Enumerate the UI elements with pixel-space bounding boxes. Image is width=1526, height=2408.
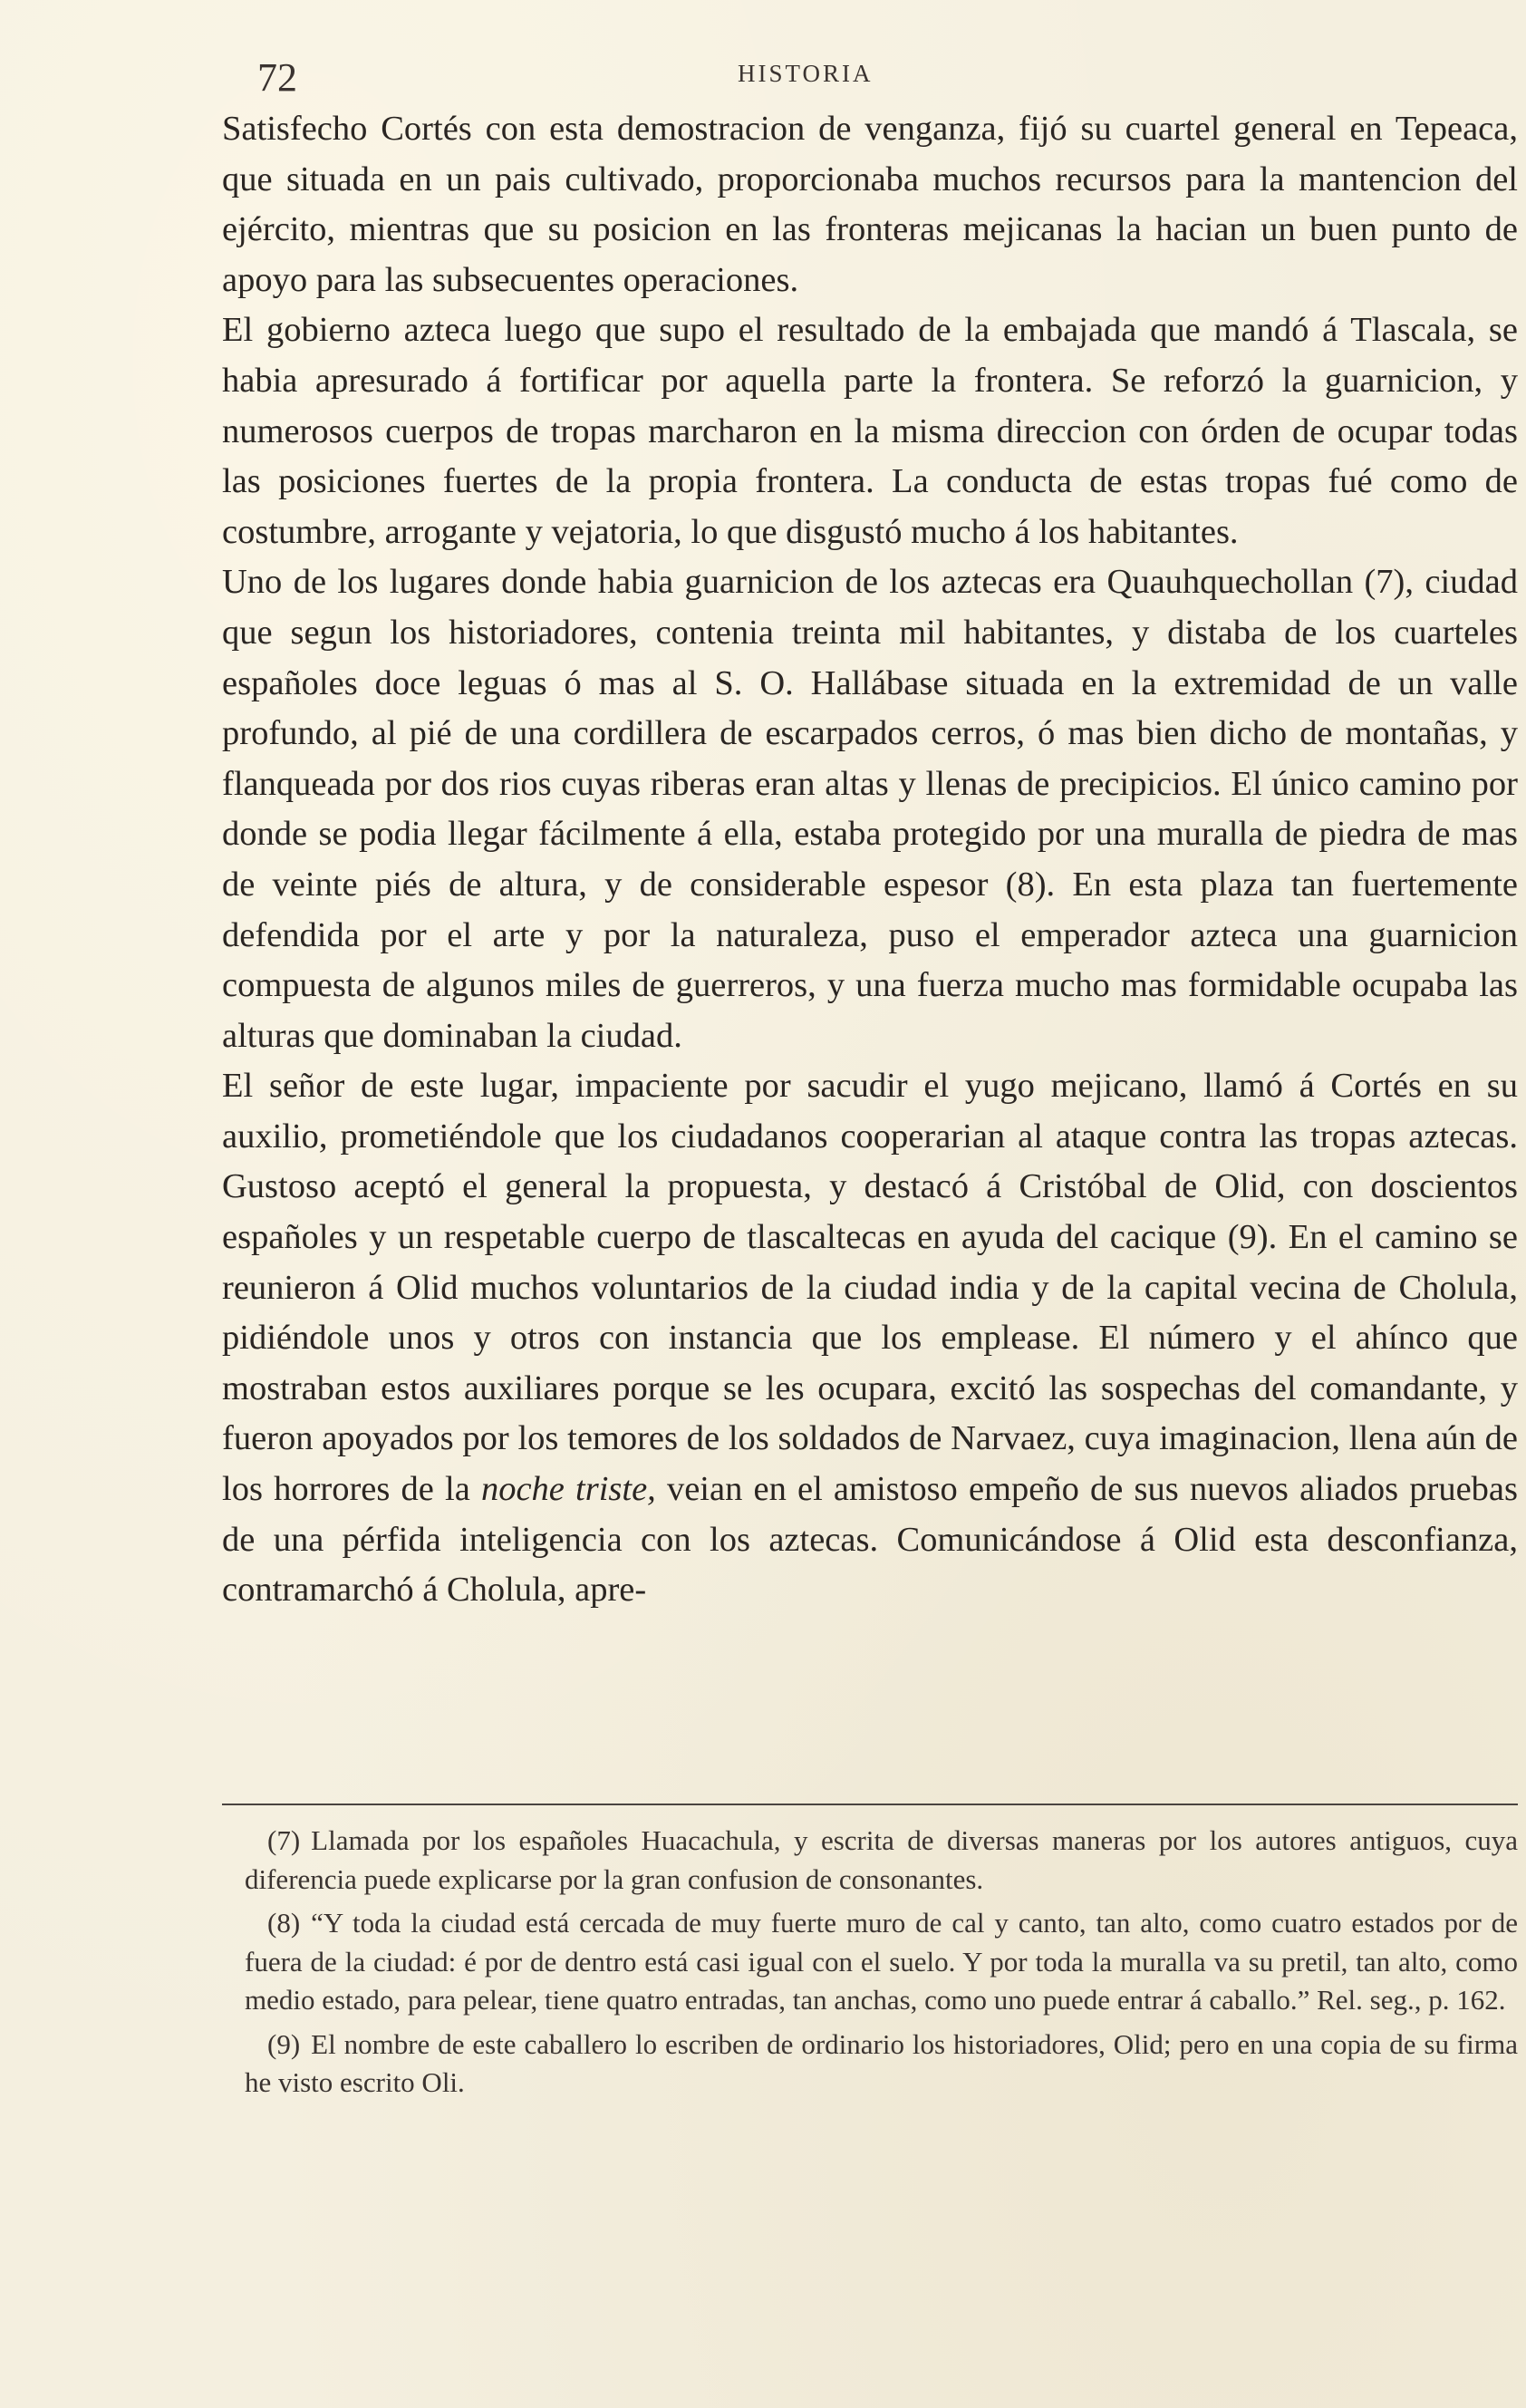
- running-head: HISTORIA: [738, 60, 874, 87]
- paragraph: [222, 104, 1518, 305]
- footnote-divider: [222, 1804, 1518, 1805]
- footnote-number: (8): [267, 1907, 301, 1939]
- main-text: [222, 104, 1518, 1616]
- footnote-text: “Y toda la ciudad está cercada de muy fuerte muro de cal y canto, tan alto, como cuatro estados por de fuera de la ciudad: é por de dentro está casi igual con el suelo. Y por toda la muralla va su pretil, tan alto, como medio estado, para pelear, tiene quatro entradas, tan anchas, como uno puede entrar á caballo.” Rel. seg., p. 162.: [245, 1907, 1518, 2016]
- footnote-text: Llamada por los españoles Huacachula, y escrita de diversas maneras por los autores antiguos, cuya diferencia puede explicarse por la gran confusion de consonantes.: [245, 1824, 1518, 1895]
- paragraph: [222, 305, 1518, 557]
- page-header: [257, 54, 1517, 100]
- italic-phrase: noche triste,: [480, 1470, 656, 1509]
- paragraph-text: Uno de los lugares donde habia guarnicion de los aztecas era Quauhquechollan (7), ciudad que segun los historiadores, contenia treinta mil habitantes, y distaba de los cuarteles españoles doce leguas ó mas al S. O. Hallábase situada en la extremidad de un valle profundo, al pié de una cordillera de escarpados cerros, ó mas bien dicho de montañas, y flanqueada por dos rios cuyas riberas eran altas y llenas de precipicios. El único camino por donde se podia llegar fácilmente á ella, estaba protegido por una muralla de piedra de mas de veinte piés de altura, y de considerable espesor (8). En esta plaza tan fuertemente defendida por el arte y por la naturaleza, puso el emperador azteca una guarnicion compuesta de algunos miles de guerreros, y una fuerza mucho mas formidable ocupaba las alturas que dominaban la ciudad.: [222, 563, 1518, 1055]
- footnotes: [245, 1822, 1518, 2108]
- paragraph: [222, 1061, 1518, 1616]
- paragraph-text: Satisfecho Cortés con esta demostracion de venganza, fijó su cuartel general en Tepeaca, que situada en un pais cultivado, proporcionaba muchos recursos para la mantencion del ejército, mientras que su posicion en las fronteras mejicanas la hacian un buen punto de apoyo para las subsecuentes operaciones.: [222, 110, 1518, 299]
- paragraph-text-continued: veian en el amistoso empeño de sus nuevos aliados pruebas de una pérfida inteligencia con los aztecas. Comunicándose á Olid esta desconfianza, contramarchó á Cholula, apre-: [222, 1470, 1519, 1610]
- paragraph-text: El señor de este lugar, impaciente por sacudir el yugo mejicano, llamó á Cortés en su auxilio, prometiéndole que los ciudadanos cooperarian al ataque contra las tropas aztecas. Gustoso aceptó el general la propuesta, y destacó á Cristóbal de Olid, con doscientos españoles y un respetable cuerpo de tlascaltecas en ayuda del cacique (9). En el camino se reunieron á Olid muchos voluntarios de la ciudad india y de la capital vecina de Cholula, pidiéndole unos y otros con instancia que los emplease. El número y el ahínco que mostraban estos auxiliares porque se les ocupara, excitó las sospechas del comandante, y fueron apoyados por los temores de los soldados de Narvaez, cuya imaginacion, llena aún de los horrores de la: [222, 1067, 1518, 1509]
- footnote-number: (7): [267, 1824, 301, 1856]
- footnote-text: El nombre de este caballero lo escriben de ordinario los historiadores, Olid; pero en una copia de su firma he visto escrito Oli.: [245, 2027, 1518, 2098]
- footnote: [245, 1904, 1518, 2020]
- footnote: [245, 2026, 1518, 2103]
- footnote-number: (9): [267, 2027, 301, 2060]
- paragraph: [222, 557, 1518, 1061]
- footnote: [245, 1822, 1518, 1899]
- paragraph-text: El gobierno azteca luego que supo el resultado de la embajada que mandó á Tlascala, se habia apresurado á fortificar por aquella parte la frontera. Se reforzó la guarnicion, y numerosos cuerpos de tropas marcharon en la misma direccion con órden de ocupar todas las posiciones fuertes de la propia frontera. La conducta de estas tropas fué como de costumbre, arrogante y vejatoria, lo que disgustó mucho á los habitantes.: [222, 311, 1518, 551]
- page-number: 72: [257, 55, 297, 100]
